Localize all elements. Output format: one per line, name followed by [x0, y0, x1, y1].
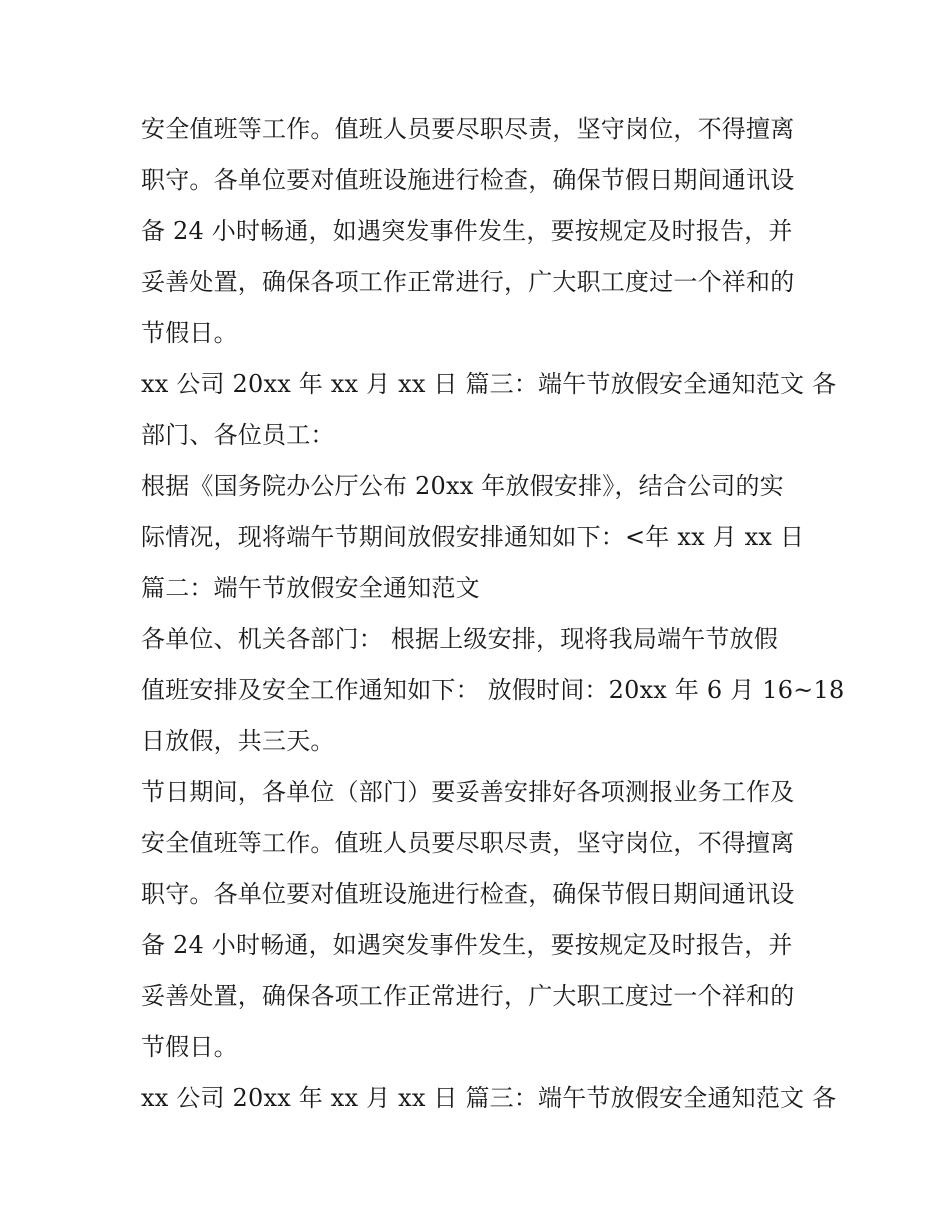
- text-line: 各单位、机关各部门： 根据上级安排，现将我局端午节放假: [141, 625, 779, 653]
- text-line: 值班安排及安全工作通知如下： 放假时间：20xx 年 6 月 16~18: [141, 676, 845, 704]
- text-line: 节假日。: [141, 319, 238, 347]
- text-line: 节日期间，各单位（部门）要妥善安排好各项测报业务工作及: [141, 778, 795, 806]
- text-line: 安全值班等工作。值班人员要尽职尽责，坚守岗位，不得擅离: [141, 115, 795, 143]
- text-line: 职守。各单位要对值班设施进行检查，确保节假日期间通讯设: [141, 166, 795, 194]
- text-line: xx 公司 20xx 年 xx 月 xx 日 篇三：端午节放假安全通知范文 各: [141, 1084, 837, 1112]
- text-line: 部门、各位员工：: [141, 421, 335, 449]
- text-line: 篇二：端午节放假安全通知范文: [141, 574, 480, 602]
- text-line: 日放假，共三天。: [141, 727, 335, 755]
- document-body: [141, 104, 845, 1124]
- text-line: 备 24 小时畅通，如遇突发事件发生，要按规定及时报告，并: [141, 217, 793, 245]
- text-line: xx 公司 20xx 年 xx 月 xx 日 篇三：端午节放假安全通知范文 各: [141, 370, 837, 398]
- text-line: 妥善处置，确保各项工作正常进行，广大职工度过一个祥和的: [141, 982, 795, 1010]
- text-line: 安全值班等工作。值班人员要尽职尽责，坚守岗位，不得擅离: [141, 829, 795, 857]
- text-line: 根据《国务院办公厅公布 20xx 年放假安排》，结合公司的实: [141, 472, 784, 500]
- text-line: 备 24 小时畅通，如遇突发事件发生，要按规定及时报告，并: [141, 931, 793, 959]
- text-line: 妥善处置，确保各项工作正常进行，广大职工度过一个祥和的: [141, 268, 795, 296]
- text-line: 节假日。: [141, 1033, 238, 1061]
- text-line: 际情况，现将端午节期间放假安排通知如下：<年 xx 月 xx 日: [141, 523, 805, 551]
- text-line: 职守。各单位要对值班设施进行检查，确保节假日期间通讯设: [141, 880, 795, 908]
